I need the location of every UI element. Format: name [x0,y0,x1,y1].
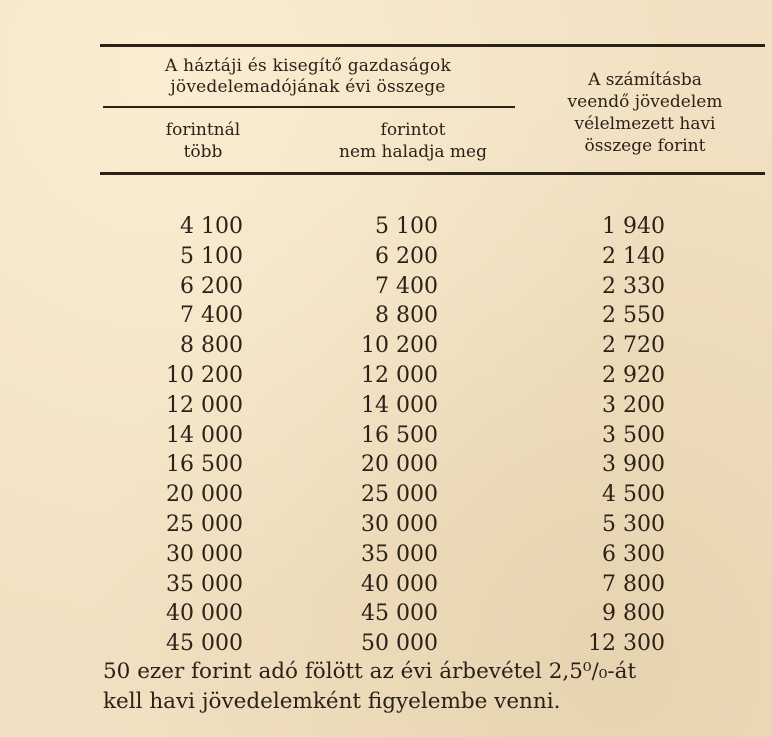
cell-not-exceeding: 50 000 [361,631,438,657]
header-right-line3: vélelmezett havi [574,114,716,134]
header-left-line1: A háztáji és kisegítő gazdaságok [165,56,451,76]
table-body [0,212,772,659]
cell-more-than: 16 500 [166,452,243,478]
cell-more-than: 8 800 [180,333,243,359]
cell-not-exceeding: 30 000 [361,511,438,537]
cell-monthly-income: 3 900 [602,452,665,478]
cell-monthly-income: 3 200 [602,392,665,418]
cell-monthly-income: 12 300 [588,631,665,657]
table-row [0,391,772,421]
cell-more-than: 45 000 [166,631,243,657]
cell-more-than: 4 100 [180,214,243,239]
cell-not-exceeding: 12 000 [361,362,438,388]
cell-monthly-income: 2 920 [602,362,665,388]
table-row [0,331,772,361]
header-left-line2: jövedelemadójának évi összege [170,77,446,97]
sub-col2-line1: forintot [380,120,446,140]
sub-col2-line2: nem haladja meg [339,142,487,162]
cell-more-than: 30 000 [166,541,243,567]
cell-more-than: 25 000 [166,511,243,537]
header-bottom-rule [100,172,765,175]
header-right-line2: veendő jövedelem [567,92,723,112]
table-row [0,450,772,480]
header-right-line1: A számításba [588,70,702,90]
cell-not-exceeding: 6 200 [375,243,438,269]
cell-monthly-income: 3 500 [602,422,665,448]
cell-more-than: 14 000 [166,422,243,448]
cell-monthly-income: 7 800 [602,571,665,597]
cell-not-exceeding: 45 000 [361,601,438,627]
cell-monthly-income: 2 720 [602,333,665,359]
cell-not-exceeding: 8 800 [375,303,438,329]
table-row [0,480,772,510]
cell-not-exceeding: 14 000 [361,392,438,418]
cell-monthly-income: 6 300 [602,541,665,567]
sub-col1-line2: több [183,142,223,162]
cell-not-exceeding: 16 500 [361,422,438,448]
table-row [0,361,772,391]
cell-not-exceeding: 5 100 [375,214,438,239]
table-row [0,301,772,331]
footnote-line1: 50 ezer forint adó fölött az évi árbevétel 2,5⁰/₀-át [103,659,637,684]
cell-not-exceeding: 35 000 [361,541,438,567]
cell-monthly-income: 2 330 [602,273,665,299]
cell-more-than: 35 000 [166,571,243,597]
table-row [0,629,772,659]
cell-more-than: 6 200 [180,273,243,299]
cell-more-than: 5 100 [180,243,243,269]
cell-not-exceeding: 40 000 [361,571,438,597]
table-row [0,242,772,272]
cell-not-exceeding: 10 200 [361,333,438,359]
cell-monthly-income: 4 500 [602,482,665,508]
cell-more-than: 7 400 [180,303,243,329]
cell-monthly-income: 1 940 [602,214,665,239]
table-row [0,272,772,302]
cell-not-exceeding: 7 400 [375,273,438,299]
table-row [0,421,772,451]
table-row [0,570,772,600]
cell-more-than: 40 000 [166,601,243,627]
table-row [0,510,772,540]
sub-col1-line1: forintnál [165,120,241,140]
footnote [103,657,765,717]
table-top-rule [100,44,765,47]
table-row [0,212,772,242]
cell-not-exceeding: 20 000 [361,452,438,478]
header-left-rule [103,106,515,108]
header-right-line4: összege forint [584,136,706,156]
cell-more-than: 20 000 [166,482,243,508]
table-row [0,540,772,570]
cell-not-exceeding: 25 000 [361,482,438,508]
cell-monthly-income: 5 300 [602,511,665,537]
table-row [0,599,772,629]
cell-monthly-income: 2 550 [602,303,665,329]
cell-monthly-income: 2 140 [602,243,665,269]
cell-monthly-income: 9 800 [602,601,665,627]
footnote-line2: kell havi jövedelemként figyelembe venni. [103,689,561,714]
cell-more-than: 10 200 [166,362,243,388]
cell-more-than: 12 000 [166,392,243,418]
